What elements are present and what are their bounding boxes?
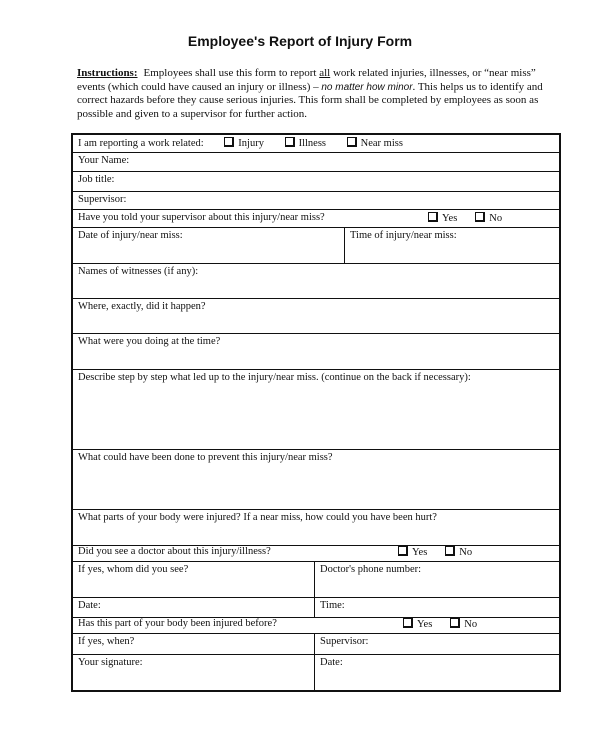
- injury-checkbox[interactable]: Injury: [224, 137, 264, 149]
- doctor-row: Did you see a doctor about this injury/illness? Yes No: [73, 546, 559, 562]
- body-parts-field[interactable]: What parts of your body were injured? If a near miss, how could you have been hurt?: [73, 510, 559, 546]
- doctor-no-checkbox[interactable]: No: [445, 546, 472, 558]
- near-miss-checkbox[interactable]: Near miss: [347, 137, 403, 149]
- signature-row: [73, 655, 559, 690]
- told-yes-checkbox[interactable]: Yes: [428, 212, 457, 224]
- instructions: Instructions: Employees shall use this form to report all work related injuries, illnesses, or “near miss” events (which could have caused an injury or illness) – no matter how minor. This helps us to identify and correct hazards before they cause serious injuries. This form shall be completed by employees as soon as possible and given to a supervisor for further action.: [77, 67, 543, 120]
- page-title: Employee's Report of Injury Form: [187, 33, 413, 49]
- where-field[interactable]: Where, exactly, did it happen?: [73, 299, 559, 334]
- before-no-checkbox[interactable]: No: [450, 618, 477, 630]
- when-field[interactable]: If yes, when?: [73, 634, 315, 654]
- report-type-row: I am reporting a work related: Injury Illness Near miss: [73, 135, 559, 153]
- doctor-info-row: [73, 562, 559, 598]
- signature-date-field[interactable]: Date:: [320, 657, 343, 668]
- supervisor-field[interactable]: Supervisor:: [73, 192, 559, 210]
- doctor-phone-field[interactable]: Doctor's phone number:: [320, 564, 422, 575]
- witnesses-field[interactable]: Names of witnesses (if any):: [73, 264, 559, 299]
- checkbox-icon: [224, 137, 234, 147]
- signature-field[interactable]: Your signature:: [73, 655, 315, 690]
- whom-field[interactable]: If yes, whom did you see?: [73, 562, 315, 597]
- describe-field[interactable]: Describe step by step what led up to the injury/near miss. (continue on the back if necessary):: [73, 370, 559, 450]
- visit-date-field[interactable]: Date:: [73, 598, 315, 617]
- name-field[interactable]: Your Name:: [73, 153, 559, 172]
- doctor-yes-checkbox[interactable]: Yes: [398, 546, 427, 558]
- told-supervisor-row: Have you told your supervisor about this injury/near miss? Yes No: [73, 210, 559, 228]
- before-yes-checkbox[interactable]: Yes: [403, 618, 432, 630]
- visit-date-time-row: [73, 598, 559, 618]
- time-injury-field[interactable]: Time of injury/near miss:: [350, 230, 457, 241]
- injury-form: [71, 133, 561, 692]
- checkbox-icon: [285, 137, 295, 147]
- date-injury-field[interactable]: Date of injury/near miss:: [73, 228, 345, 263]
- told-no-checkbox[interactable]: No: [475, 212, 502, 224]
- injured-before-row: Has this part of your body been injured before? Yes No: [73, 618, 559, 634]
- when-supervisor-row: [73, 634, 559, 655]
- prevent-field[interactable]: What could have been done to prevent this injury/near miss?: [73, 450, 559, 510]
- supervisor2-field[interactable]: Supervisor:: [320, 636, 369, 647]
- date-time-row: [73, 228, 559, 264]
- visit-time-field[interactable]: Time:: [320, 600, 345, 611]
- job-title-field[interactable]: Job title:: [73, 172, 559, 192]
- illness-checkbox[interactable]: Illness: [285, 137, 326, 149]
- checkbox-icon: [347, 137, 357, 147]
- doing-field[interactable]: What were you doing at the time?: [73, 334, 559, 370]
